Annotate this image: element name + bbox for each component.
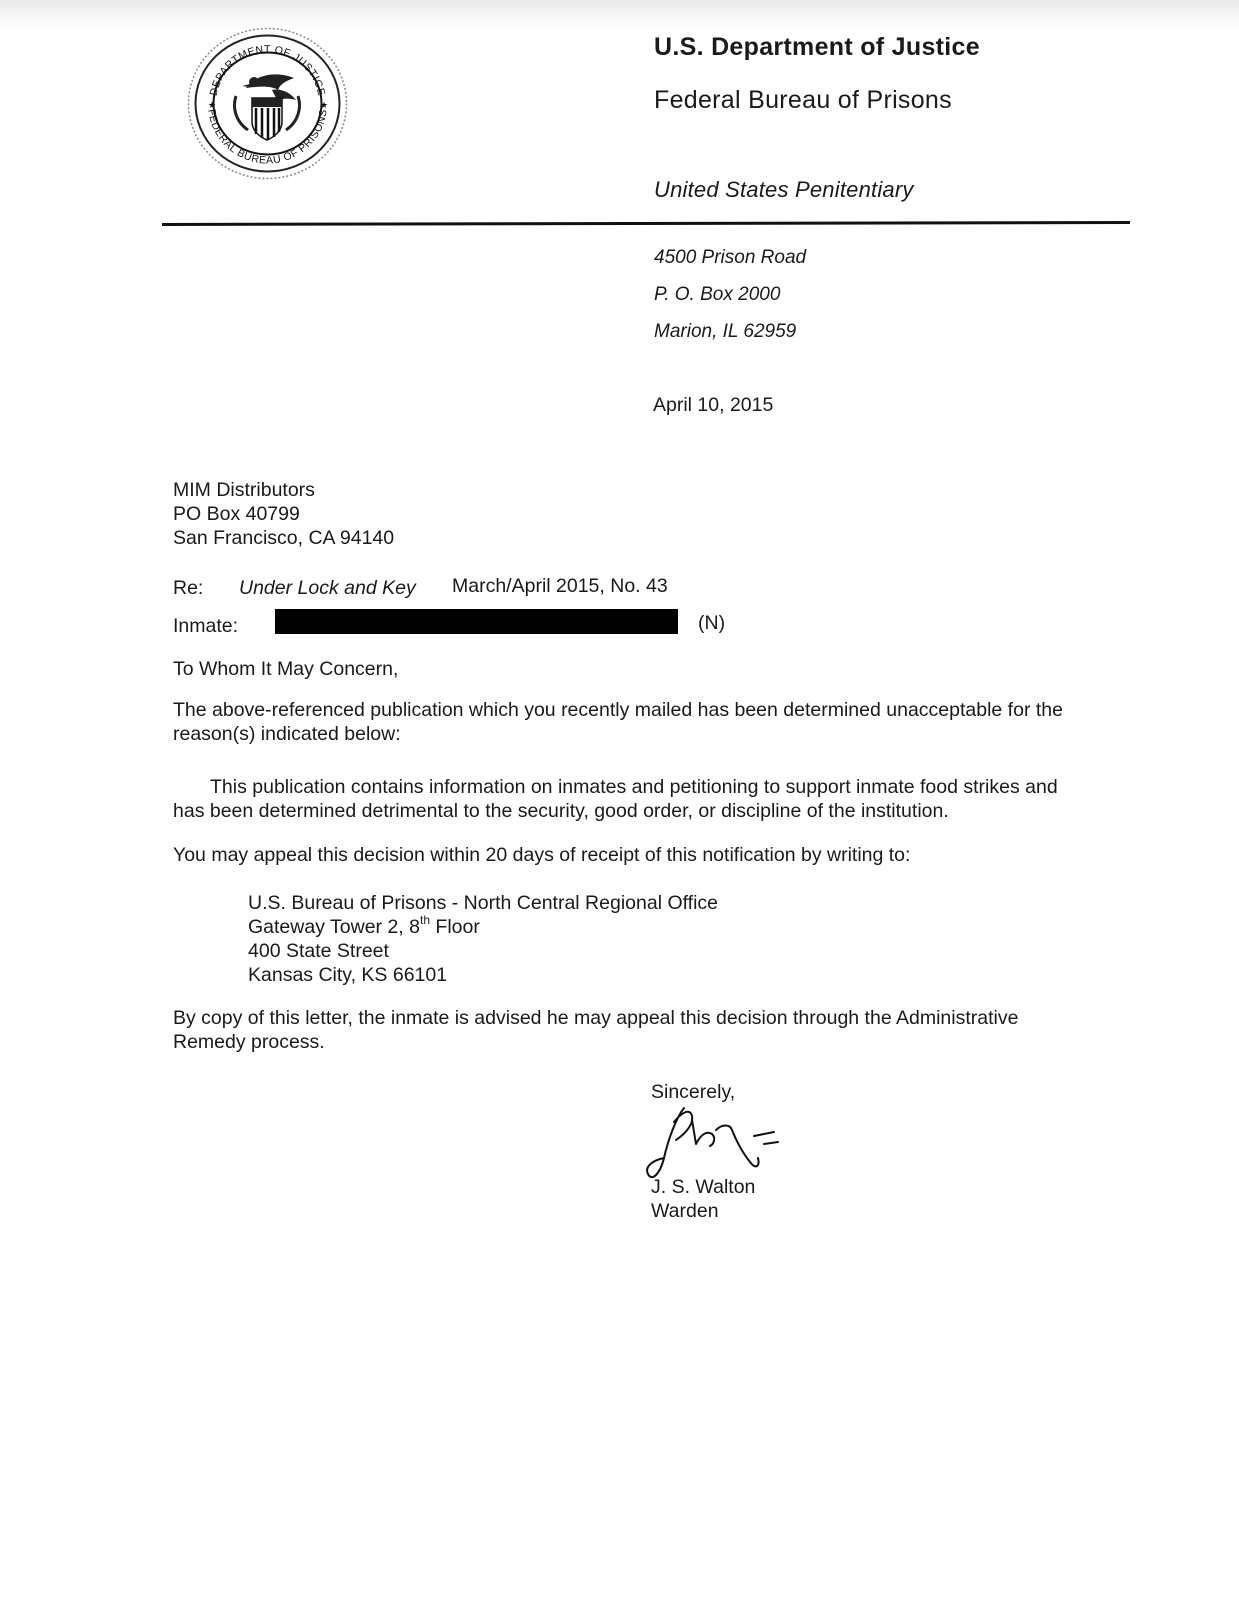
paragraph-line: This publication contains information on inmates and petitioning to support inmate food strikes and (210, 776, 1058, 798)
signer-title: Warden (651, 1200, 719, 1222)
doj-bop-seal (186, 26, 349, 181)
appeal-address (248, 891, 718, 987)
header-rule (162, 221, 1130, 226)
redaction-bar (275, 609, 678, 634)
paragraph-appeal: You may appeal this decision within 20 days of receipt of this notification by writing to: (173, 844, 911, 866)
floor-ordinal: th (419, 912, 430, 927)
paragraph-line: Remedy process. (173, 1031, 325, 1053)
publication-title: Under Lock and Key (239, 577, 416, 599)
paragraph-inmate-advised (173, 1006, 1018, 1054)
paragraph-determination (173, 698, 1063, 746)
publication-issue: March/April 2015, No. 43 (452, 575, 668, 597)
letter-date: April 10, 2015 (653, 394, 774, 416)
paragraph-line: has been determined detrimental to the security, good order, or discipline of the institution. (173, 800, 949, 822)
signer-name: J. S. Walton (651, 1176, 756, 1198)
valediction: Sincerely, (651, 1081, 736, 1103)
paragraph-line: By copy of this letter, the inmate is advised he may appeal this decision through the Administrative (173, 1007, 1019, 1029)
paragraph-line: The above-referenced publication which you recently mailed has been determined unacceptable for the (173, 699, 1063, 721)
appeal-address-line-2-floor: Floor (430, 916, 480, 938)
paragraph-reason (173, 775, 1058, 823)
appeal-address-line-4: Kansas City, KS 66101 (248, 964, 448, 986)
recipient-box: PO Box 40799 (173, 503, 300, 525)
department-name: U.S. Department of Justice (654, 33, 980, 61)
svg-text:★: ★ (208, 100, 217, 110)
address-line-3: Marion, IL 62959 (654, 321, 797, 342)
re-label: Re: (173, 577, 204, 599)
inmate-label: Inmate: (173, 615, 239, 637)
recipient-city: San Francisco, CA 94140 (173, 527, 395, 549)
appeal-address-line-2-text: Gateway Tower 2, 8 (248, 916, 420, 938)
appeal-address-line-1: U.S. Bureau of Prisons - North Central Regional Office (248, 892, 719, 914)
address-line-1: 4500 Prison Road (654, 247, 807, 268)
address-line-2: P. O. Box 2000 (654, 284, 781, 305)
institution-name: United States Penitentiary (654, 177, 914, 202)
appeal-address-line-3: 400 State Street (248, 940, 389, 962)
salutation: To Whom It May Concern, (173, 658, 399, 680)
svg-text:★: ★ (320, 100, 329, 110)
paragraph-line: reason(s) indicated below: (173, 723, 401, 745)
bureau-name: Federal Bureau of Prisons (654, 86, 952, 114)
svg-text:DEPARTMENT OF JUSTICE: DEPARTMENT OF JUSTICE (207, 43, 328, 97)
inmate-suffix: (N) (698, 612, 726, 634)
appeal-address-line-2 (248, 912, 718, 939)
svg-text:FEDERAL BUREAU OF PRISONS: FEDERAL BUREAU OF PRISONS (205, 108, 330, 167)
recipient-name: MIM Distributors (173, 479, 315, 501)
